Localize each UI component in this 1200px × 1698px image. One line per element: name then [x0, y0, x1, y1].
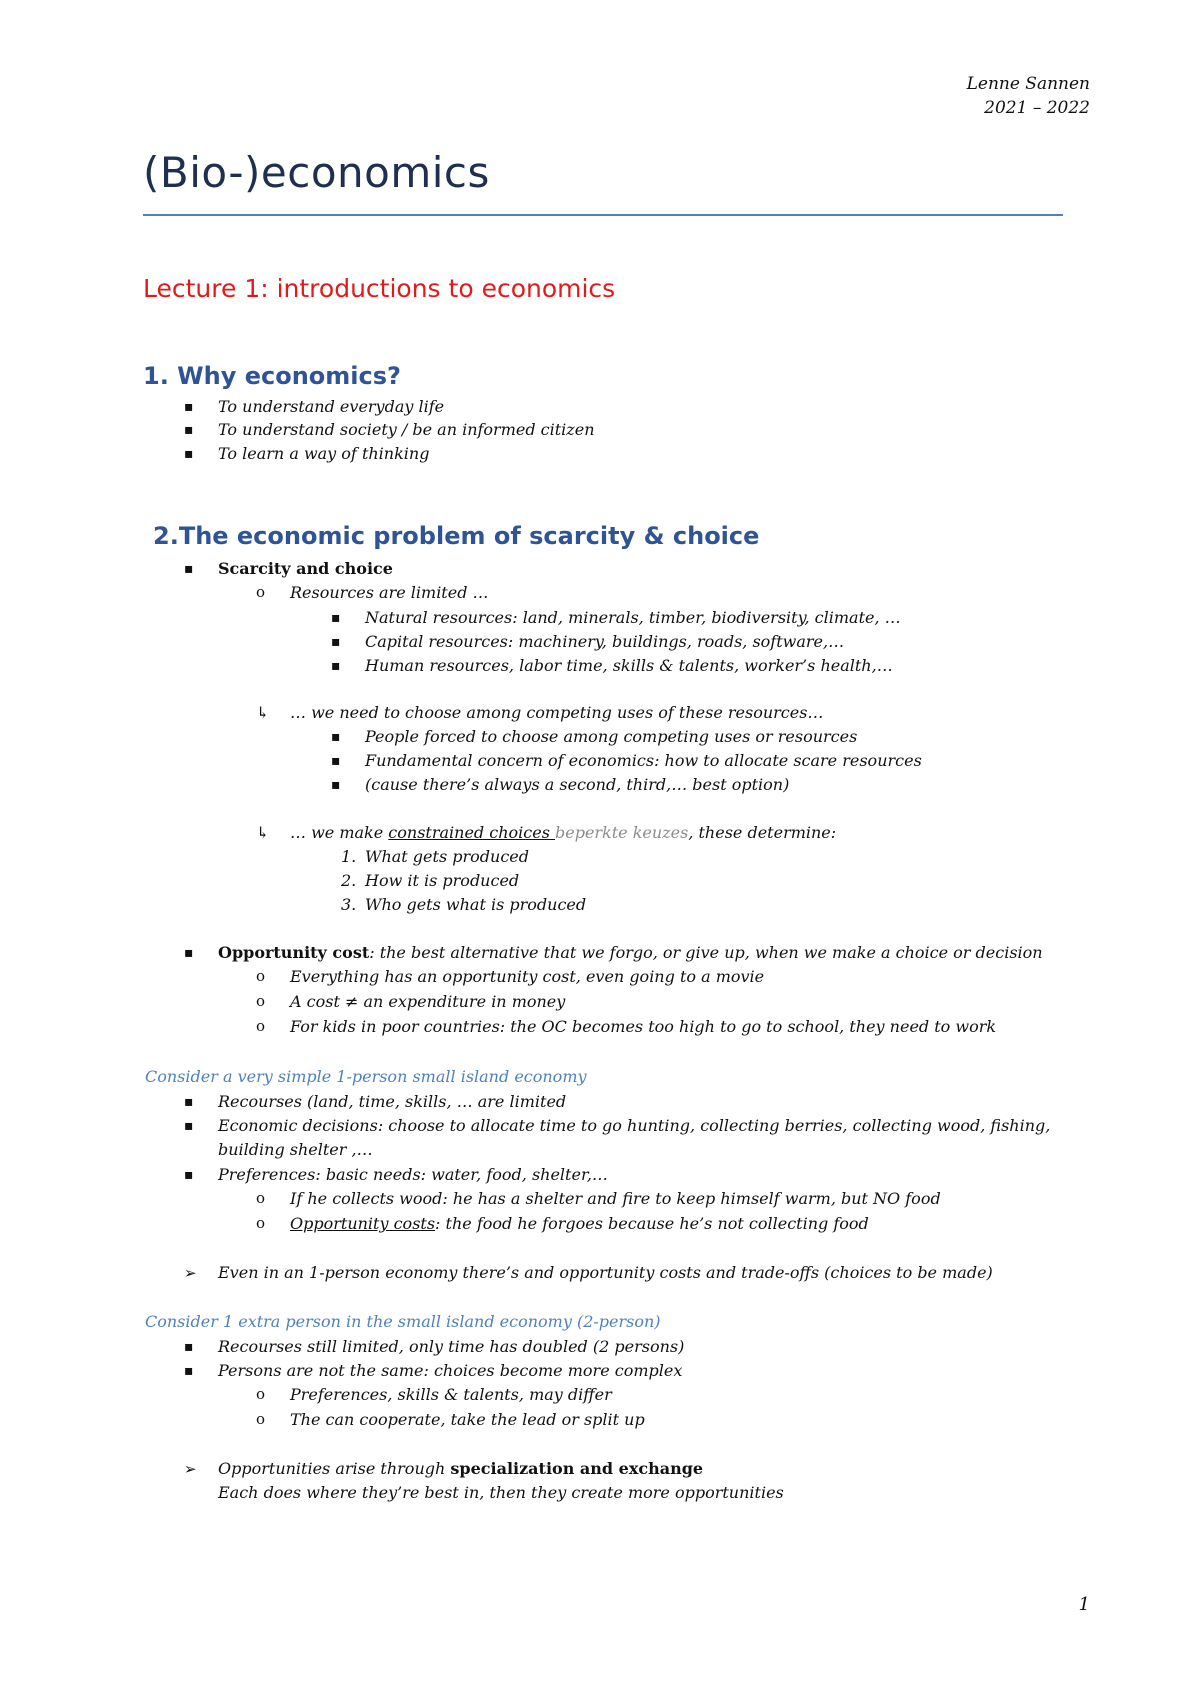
author-block: [967, 72, 1090, 120]
opp-pre: Opportunities arise through: [218, 1459, 451, 1478]
list-item: ▪ People forced to choose among competing uses or resources: [365, 726, 857, 748]
scarcity-label: ▪ Scarcity and choice: [218, 558, 393, 580]
constrained-underlined: constrained choices: [388, 823, 555, 842]
resources-limited: o Resources are limited …: [290, 582, 489, 604]
list-item: ▪ Preferences: basic needs: water, food, shelter,…: [218, 1164, 608, 1186]
item-text: Who gets what is produced: [365, 895, 587, 914]
constrained-pre: … we make: [290, 823, 389, 842]
constrained-post: , these determine:: [688, 823, 837, 842]
list-item: ▪ (cause there’s always a second, third,… best option): [365, 774, 789, 796]
item-text: What gets produced: [365, 847, 529, 866]
opportunities-line: [218, 1458, 703, 1480]
list-item: ▪ Recourses (land, time, skills, … are limited: [218, 1091, 566, 1113]
list-item: o The can cooperate, take the lead or split up: [290, 1409, 645, 1431]
numbered-item: [341, 870, 520, 892]
title-underline: [143, 214, 1063, 216]
list-item: o A cost ≠ an expenditure in money: [290, 991, 565, 1013]
constrained-line: [256, 822, 837, 844]
author-name: Lenne Sannen: [966, 74, 1090, 94]
item-text: How it is produced: [365, 871, 520, 890]
list-item: ▪ Natural resources: land, minerals, timber, biodiversity, climate, …: [365, 607, 901, 629]
island-1-heading: Consider a very simple 1-person small island economy: [145, 1067, 587, 1086]
lecture-title: Lecture 1: introductions to economics: [143, 274, 616, 303]
numbered-item: [341, 894, 587, 916]
island-2-heading: Consider 1 extra person in the small island economy (2-person): [145, 1312, 661, 1331]
turn-arrow-icon: ↳: [256, 823, 270, 842]
item-number: 3.: [341, 895, 357, 914]
list-item: ▪ To understand society / be an informed citizen: [218, 419, 595, 441]
item-number: 1.: [341, 847, 357, 866]
translation-note: beperkte keuzes: [554, 823, 689, 842]
section-1-heading: 1. Why economics?: [143, 362, 401, 390]
list-item: o If he collects wood: he has a shelter and fire to keep himself warm, but NO food: [290, 1188, 941, 1210]
list-item: ▪ Recourses still limited, only time has doubled (2 persons): [218, 1336, 684, 1358]
numbered-item: [341, 846, 529, 868]
academic-year: 2021 – 2022: [984, 98, 1090, 118]
document-title: (Bio-)economics: [143, 148, 490, 197]
choose-text: … we need to choose among competing uses of these resources…: [290, 703, 824, 722]
underlined-term: Opportunity costs: [290, 1214, 436, 1233]
list-item: ▪ To learn a way of thinking: [218, 443, 429, 465]
list-item: ▪ Capital resources: machinery, buildings, roads, software,…: [365, 631, 844, 653]
list-item: ▪ Economic decisions: choose to allocate time to go hunting, collecting berries, collecting wood, fishing,: [218, 1115, 1050, 1137]
conclusion-line: ➢ Even in an 1-person economy there’s and opportunity costs and trade-offs (choices to be made): [218, 1262, 993, 1284]
item-number: 2.: [341, 871, 357, 890]
list-item-continuation: building shelter ,…: [218, 1140, 373, 1159]
list-item: ▪ Persons are not the same: choices become more complex: [218, 1360, 682, 1382]
list-item: o For kids in poor countries: the OC becomes too high to go to school, they need to work: [290, 1016, 996, 1038]
oc-label: Opportunity cost: [218, 943, 370, 962]
list-item: o Everything has an opportunity cost, even going to a movie: [290, 966, 764, 988]
list-item: ▪ Human resources, labor time, skills & talents, worker’s health,…: [365, 655, 893, 677]
list-item: ▪ To understand everyday life: [218, 396, 444, 418]
list-item: [290, 1213, 869, 1235]
term-rest: : the food he forgoes because he’s not collecting food: [435, 1214, 869, 1233]
list-item: ▪ Fundamental concern of economics: how to allocate scare resources: [365, 750, 922, 772]
page-number: 1: [1078, 1594, 1090, 1615]
list-item: o Preferences, skills & talents, may differ: [290, 1384, 612, 1406]
opp-bold: specialization and exchange: [450, 1459, 704, 1478]
opportunities-continuation: Each does where they’re best in, then they create more opportunities: [218, 1483, 784, 1502]
oc-definition: : the best alternative that we forgo, or give up, when we make a choice or decision: [369, 943, 1043, 962]
turn-arrow-icon: ↳: [256, 703, 270, 722]
choose-line: [256, 702, 824, 724]
opportunity-cost-line: [218, 942, 1043, 964]
section-2-heading: 2.The economic problem of scarcity & choice: [153, 522, 760, 550]
